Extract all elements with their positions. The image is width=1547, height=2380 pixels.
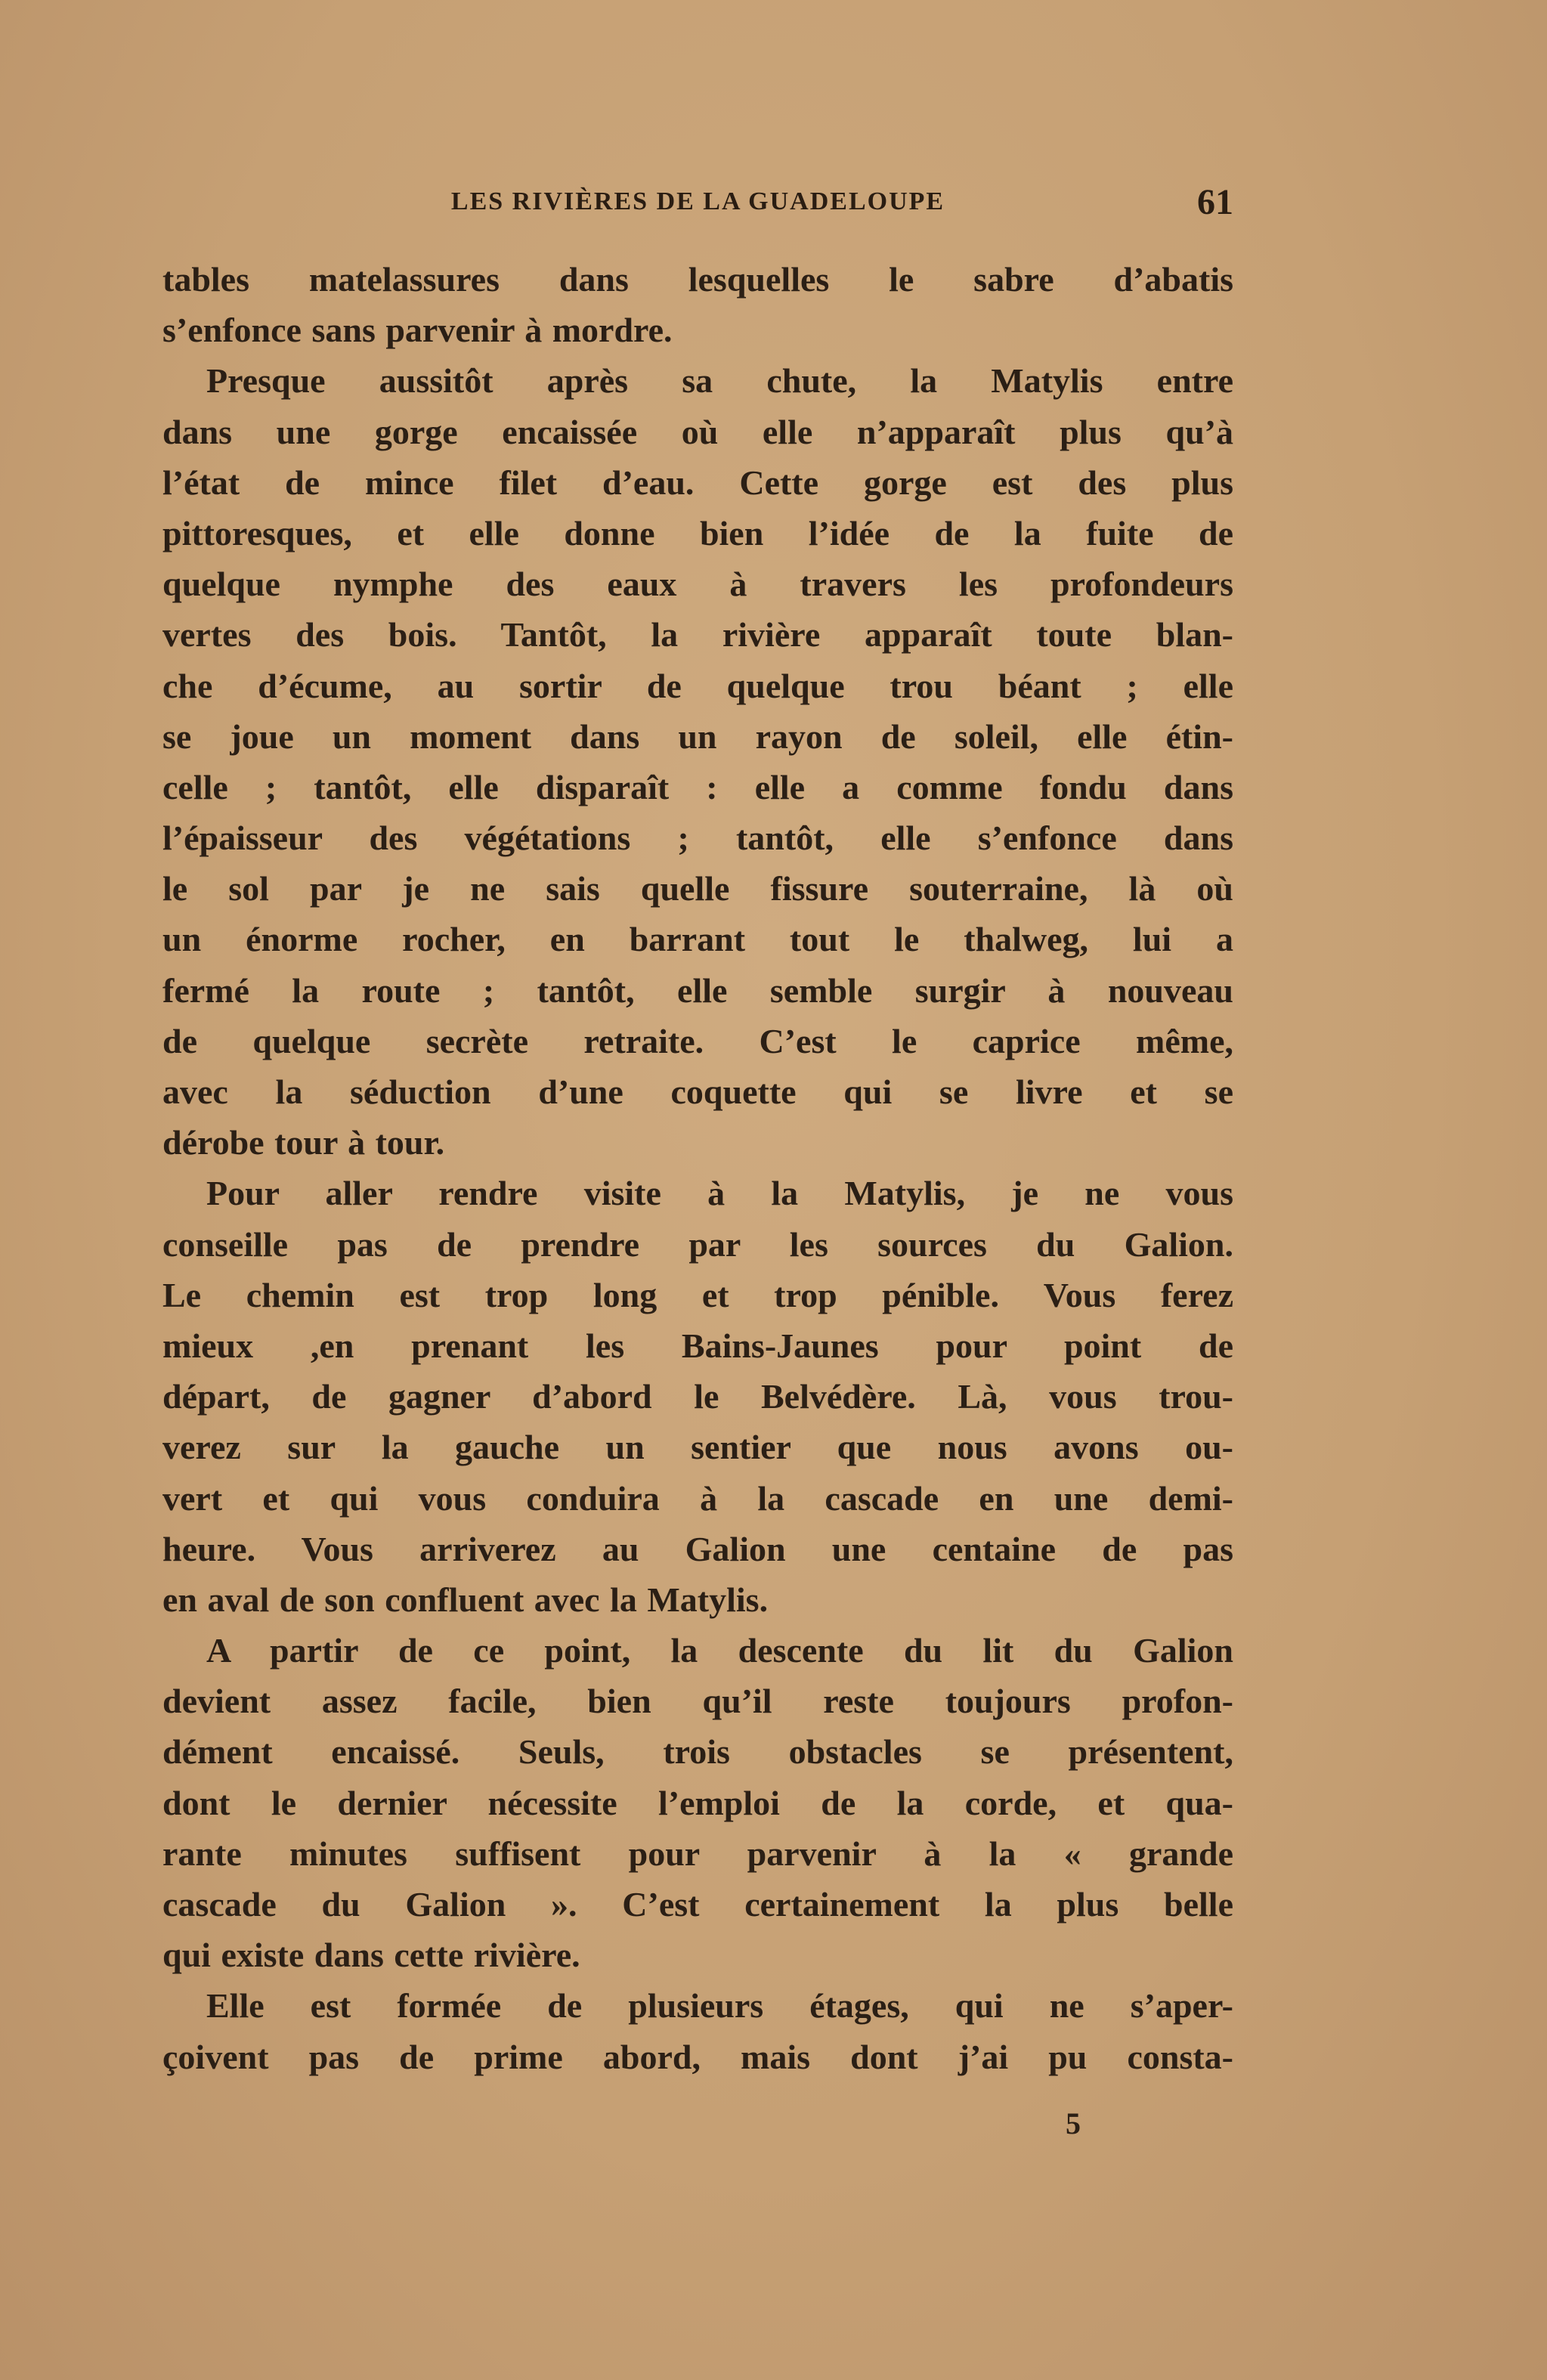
text-line: un énorme rocher, en barrant tout le thalweg, lui a xyxy=(162,920,1233,959)
text-line: s’enfonce sans parvenir à mordre. xyxy=(162,311,673,350)
text-line: rante minutes suffisent pour parvenir à la « grande xyxy=(162,1834,1233,1873)
text-line: tables matelassures dans lesquelles le sabre d’abatis xyxy=(162,260,1233,299)
text-line: heure. Vous arriverez au Galion une centaine de pas xyxy=(162,1529,1233,1568)
text-line: qui existe dans cette rivière. xyxy=(162,1936,580,1975)
text-line: celle ; tantôt, elle disparaît : elle a comme fondu dans xyxy=(162,767,1233,806)
text-line: cascade du Galion ». C’est certainement la plus belle xyxy=(162,1885,1233,1923)
text-line: dérobe tour à tour. xyxy=(162,1123,445,1162)
page-header xyxy=(162,181,1233,227)
text-line: Elle est formée de plusieurs étages, qui ne s’aper- xyxy=(206,1986,1233,2026)
text-line: en aval de son confluent avec la Matylis. xyxy=(162,1580,769,1619)
text-line: dont le dernier nécessite l’emploi de la corde, et qua- xyxy=(162,1783,1233,1822)
running-title: LES RIVIÈRES DE LA GUADELOUPE xyxy=(450,187,945,215)
text-line: dément encaissé. Seuls, trois obstacles se présentent, xyxy=(162,1732,1233,1772)
text-line: pittoresques, et elle donne bien l’idée de la fuite de xyxy=(162,513,1233,552)
text-line: dans une gorge encaissée où elle n’apparaît plus qu’à xyxy=(162,412,1233,451)
page-number: 61 xyxy=(1197,182,1233,222)
text-line: vert et qui vous conduira à la cascade en une demi- xyxy=(162,1478,1233,1518)
text-line: l’épaisseur des végétations ; tantôt, elle s’enfonce dans xyxy=(162,819,1233,858)
text-line: che d’écume, au sortir de quelque trou béant ; elle xyxy=(162,666,1233,705)
text-line: de quelque secrète retraite. C’est le caprice même, xyxy=(162,1021,1233,1060)
text-line: quelque nymphe des eaux à travers les profondeurs xyxy=(162,565,1233,604)
text-line: vertes des bois. Tantôt, la rivière apparaît toute blan- xyxy=(162,615,1233,655)
text-line: Presque aussitôt après sa chute, la Matylis entre xyxy=(206,361,1233,401)
text-line: l’état de mince filet d’eau. Cette gorge est des plus xyxy=(162,463,1233,502)
text-line: fermé la route ; tantôt, elle semble surgir à nouveau xyxy=(162,970,1233,1010)
text-line: départ, de gagner d’abord le Belvédère. Là, vous trou- xyxy=(162,1377,1233,1416)
text-line: çoivent pas de prime abord, mais dont j’ai pu consta- xyxy=(162,2037,1233,2076)
text-line: verez sur la gauche un sentier que nous avons ou- xyxy=(162,1428,1233,1467)
text-line: Le chemin est trop long et trop pénible. Vous ferez xyxy=(162,1275,1233,1314)
text-line: le sol par je ne sais quelle fissure souterraine, là où xyxy=(162,869,1233,908)
text-line: avec la séduction d’une coquette qui se livre et se xyxy=(162,1072,1233,1111)
signature-mark: 5 xyxy=(1066,2106,1081,2140)
text-line: se joue un moment dans un rayon de soleil, elle étin- xyxy=(162,716,1233,756)
text-line: mieux ,en prenant les Bains-Jaunes pour point de xyxy=(162,1326,1233,1365)
text-line: A partir de ce point, la descente du lit du Galion xyxy=(206,1631,1233,1670)
text-line: conseille pas de prendre par les sources du Galion. xyxy=(162,1224,1233,1264)
text-line: Pour aller rendre visite à la Matylis, je ne vous xyxy=(206,1174,1233,1213)
body-text xyxy=(162,254,1233,2082)
text-line: devient assez facile, bien qu’il reste toujours profon- xyxy=(162,1682,1233,1721)
